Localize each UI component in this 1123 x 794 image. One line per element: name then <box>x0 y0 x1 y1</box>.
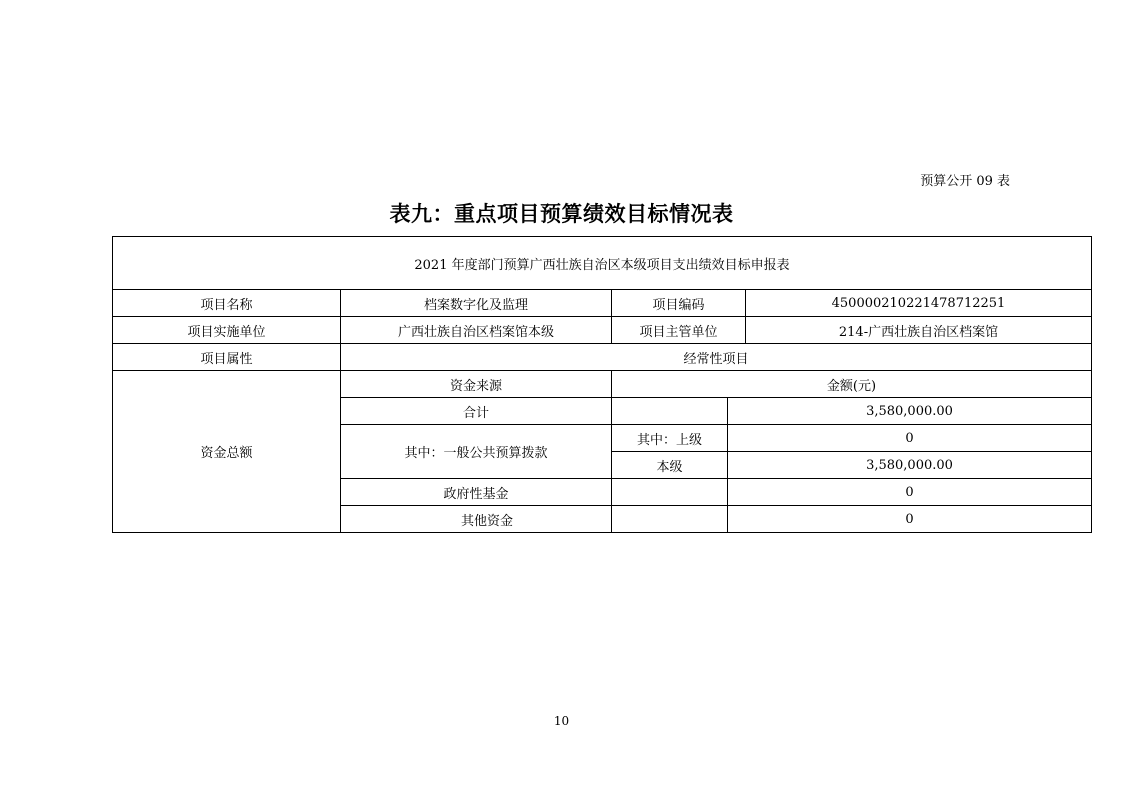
attribute-label: 项目属性 <box>113 344 341 371</box>
other-funds-empty-cell <box>612 506 728 533</box>
table-row <box>113 371 1092 398</box>
project-name-label: 项目名称 <box>113 290 341 317</box>
amount-header: 金额(元) <box>612 371 1092 398</box>
funds-source-header: 资金来源 <box>341 371 612 398</box>
table-row <box>113 344 1092 371</box>
general-budget-label: 其中：一般公共预算拨款 <box>341 425 612 479</box>
gov-fund-label: 政府性基金 <box>341 479 612 506</box>
page-number: 10 <box>553 714 570 728</box>
page-title: 表九：重点项目预算绩效目标情况表 <box>389 202 734 226</box>
project-code-value: 450000210221478712251 <box>746 290 1092 317</box>
supervisor-value: 214-广西壮族自治区档案馆 <box>746 317 1092 344</box>
table-row <box>113 290 1092 317</box>
other-funds-label: 其他资金 <box>341 506 612 533</box>
upper-level-label: 其中：上级 <box>612 425 728 452</box>
total-empty-cell <box>612 398 728 425</box>
project-code-label: 项目编码 <box>612 290 746 317</box>
attribute-value: 经常性项目 <box>341 344 1092 371</box>
impl-unit-label: 项目实施单位 <box>113 317 341 344</box>
table-caption: 2021 年度部门预算广西壮族自治区本级项目支出绩效目标申报表 <box>113 237 1092 290</box>
other-funds-value: 0 <box>728 506 1092 533</box>
table-tag: 预算公开 09 表 <box>920 174 1010 189</box>
table-row <box>113 237 1092 290</box>
total-label: 合计 <box>341 398 612 425</box>
gov-fund-value: 0 <box>728 479 1092 506</box>
funds-total-label: 资金总额 <box>113 371 341 533</box>
project-name-value: 档案数字化及监理 <box>341 290 612 317</box>
this-level-label: 本级 <box>612 452 728 479</box>
upper-level-value: 0 <box>728 425 1092 452</box>
gov-fund-empty-cell <box>612 479 728 506</box>
this-level-value: 3,580,000.00 <box>728 452 1092 479</box>
impl-unit-value: 广西壮族自治区档案馆本级 <box>341 317 612 344</box>
supervisor-label: 项目主管单位 <box>612 317 746 344</box>
total-value: 3,580,000.00 <box>728 398 1092 425</box>
table-row <box>113 317 1092 344</box>
budget-performance-table <box>112 236 1092 533</box>
